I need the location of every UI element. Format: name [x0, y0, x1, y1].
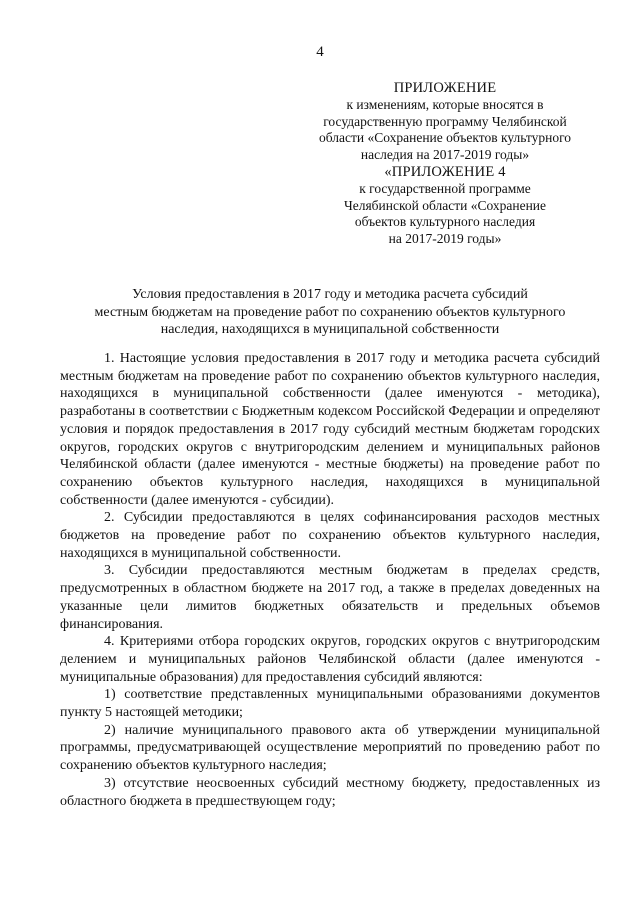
appendix4-line: объектов культурного наследия — [354, 214, 536, 230]
appendix-line: государственную программу Челябинской — [323, 113, 567, 129]
criterion-3: 3) отсутствие неосвоенных субсидий местному бюджету, предоставленных из областного бюджета в предшествующем году; — [60, 775, 600, 809]
document-title — [60, 286, 600, 339]
criterion-1: 1) соответствие представленных муниципальными образованиями документов пункту 5 настоящей методики; — [60, 687, 600, 721]
appendix4-line: к государственной программе — [359, 180, 531, 196]
document-body — [60, 350, 600, 810]
appendix-line: к изменениям, которые вносятся в — [346, 96, 544, 112]
appendix4-line: Челябинской области «Сохранение — [343, 197, 547, 213]
paragraph-3: 3. Субсидии предоставляются местным бюджетам в пределах средств, предусмотренных в областном бюджете на 2017 год, а также в пределах доведенных на указанные цели лимитов бюджетных обязательств и предельных объемов финансирования. — [60, 563, 600, 632]
appendix-header — [295, 80, 595, 248]
title-line: Условия предоставления в 2017 году и методика расчета субсидий — [132, 287, 528, 302]
criterion-2: 2) наличие муниципального правового акта об утверждении муниципальной программы, предусматривающей осуществление мероприятий по проведению работ по сохранению объектов культурного наследия; — [60, 722, 600, 774]
paragraph-1: 1. Настоящие условия предоставления в 2017 году и методика расчета субсидий местным бюджетам на проведение работ по сохранению объектов культурного наследия, находящихся в муниципальной собственности (далее именуются - методика), разработаны в соответствии с Бюджетным кодексом Российской Федерации и определяют условия и порядок предоставления в 2017 году субсидий местным бюджетам городских округов, городских округов с внутригородским делением и муниципальных районов Челябинской области (далее именуются - местные бюджеты) на проведение работ по сохранению объектов культурного наследия, находящихся в муниципальной собственности (далее именуются - субсидии). — [60, 351, 600, 508]
appendix-line: наследия на 2017-2019 годы» — [360, 147, 530, 163]
paragraph-4: 4. Критериями отбора городских округов, городских округов с внутригородским делением и муниципальных районов Челябинской области (далее именуются - муниципальные образования) для предоставления субсидий являются: — [60, 634, 600, 685]
appendix-line: области «Сохранение объектов культурного — [318, 130, 572, 146]
page-number: 4 — [316, 44, 324, 60]
appendix-title: ПРИЛОЖЕНИЕ — [393, 80, 497, 96]
title-line: местным бюджетам на проведение работ по сохранению объектов культурного — [94, 304, 566, 320]
appendix4-line: на 2017-2019 годы» — [388, 231, 502, 247]
appendix4-title: «ПРИЛОЖЕНИЕ 4 — [384, 163, 506, 180]
title-line: наследия, находящихся в муниципальной собственности — [160, 322, 500, 337]
paragraph-2: 2. Субсидии предоставляются в целях софинансирования расходов местных бюджетов на проведение работ по сохранению объектов культурного наследия, находящихся в муниципальной собственности. — [60, 510, 600, 561]
